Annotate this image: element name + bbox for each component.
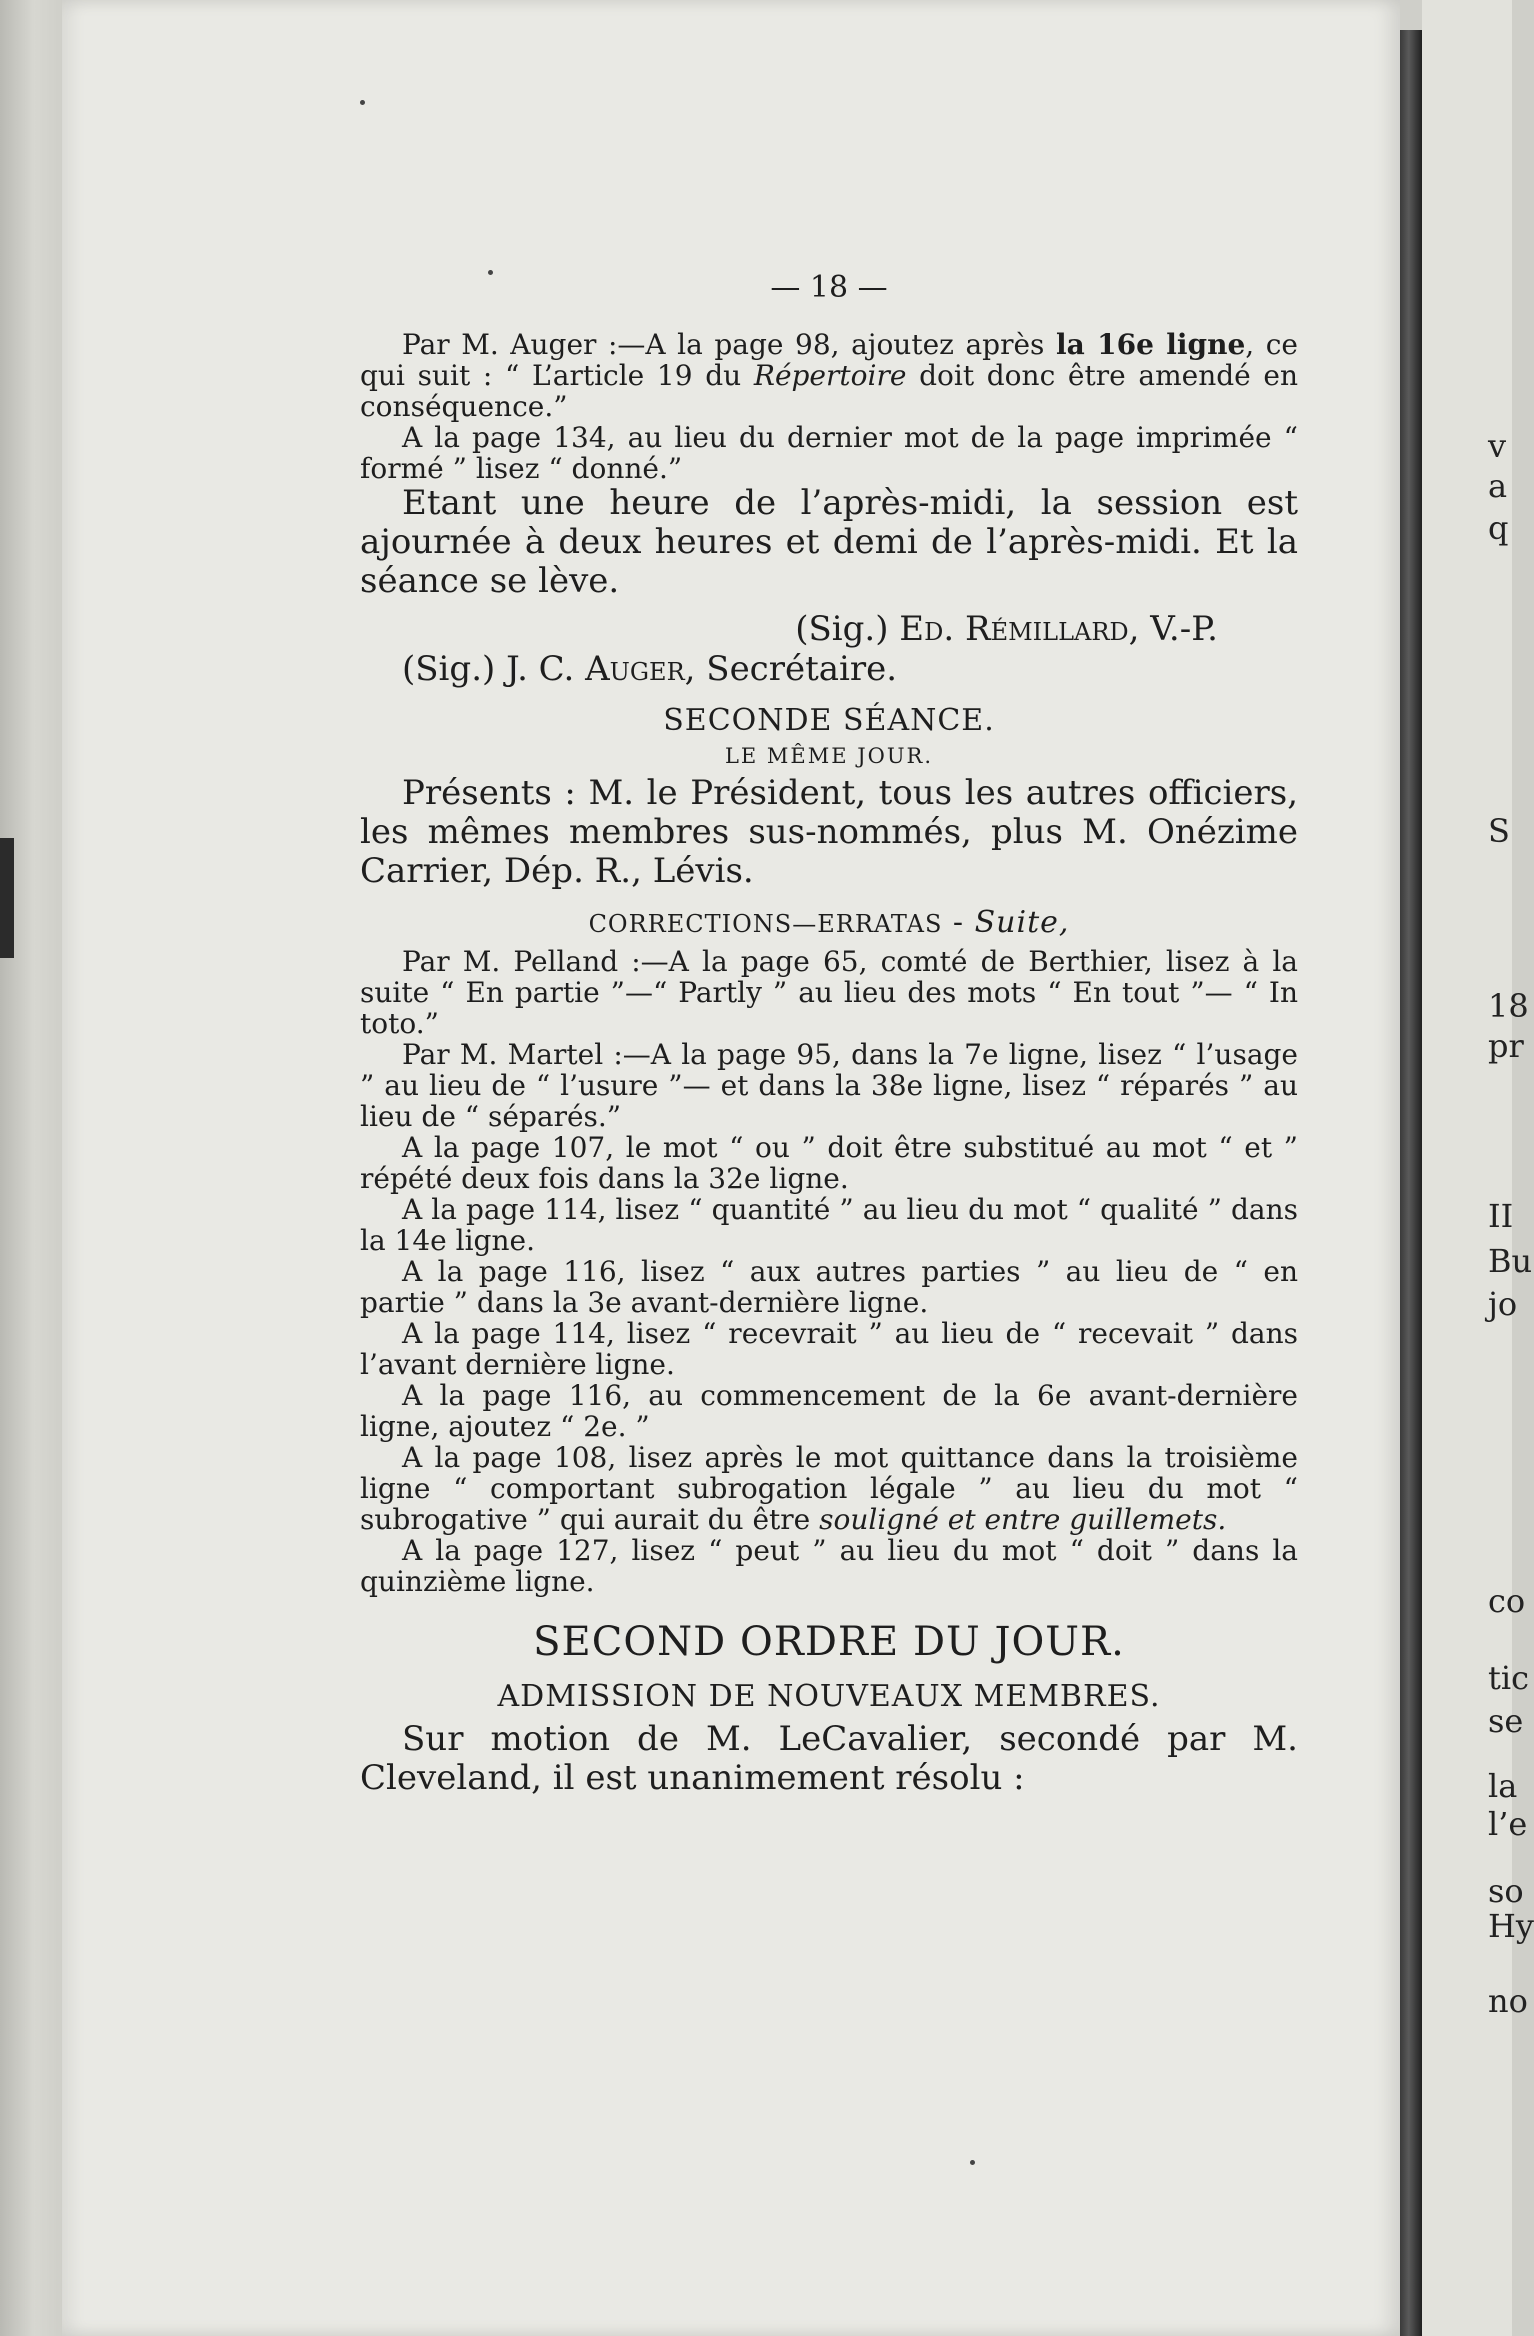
book-gutter	[1400, 30, 1422, 2336]
facing-page-fragment: la	[1488, 1767, 1518, 1805]
facing-page-fragment: a	[1488, 467, 1508, 505]
speck	[360, 100, 365, 105]
paragraph: A la page 127, lisez “ peut ” au lieu du mot “ doit ” dans la quinzième ligne.	[360, 1534, 1298, 1598]
text-blocks	[360, 329, 1298, 1798]
subheading-minor: LE MÊME JOUR.	[724, 744, 934, 768]
facing-page-fragment: jo	[1488, 1285, 1518, 1323]
page-number: — 18 —	[770, 270, 888, 305]
facing-page-fragment: II	[1488, 1197, 1514, 1235]
facing-page-fragment: v	[1488, 427, 1507, 465]
facing-page-fragment: 18	[1488, 987, 1529, 1025]
facing-page-fragment: se	[1488, 1702, 1524, 1740]
paragraph: Sur motion de M. LeCavalier, secondé par M. Cleveland, il est unanimement résolu :	[360, 1719, 1298, 1798]
subheading: ADMISSION DE NOUVEAUX MEMBRES.	[497, 1679, 1161, 1714]
paragraph: Par M. Martel :—A la page 95, dans la 7e ligne, lisez “ l’usage ” au lieu de “ l’usure ”— et dans la 38e ligne, lisez “ réparés ” au lieu de “ séparés.”	[360, 1038, 1298, 1133]
facing-page-fragment: tic	[1488, 1659, 1530, 1697]
paragraph: A la page 134, au lieu du dernier mot de la page imprimée “ formé ” lisez “ donné.”	[360, 421, 1298, 485]
subheading: SECONDE SÉANCE.	[663, 703, 995, 738]
facing-page-fragment: pr	[1488, 1027, 1524, 1065]
paragraph: A la page 116, lisez “ aux autres parties ” au lieu de “ en partie ” dans la 3e avant-dernière ligne.	[360, 1255, 1298, 1319]
facing-page-fragment: no	[1488, 1982, 1528, 2020]
subheading: CORRECTIONS—ERRATAS - Suite,	[588, 905, 1070, 940]
facing-page-fragment: l’e	[1488, 1805, 1528, 1843]
book-left-edge	[0, 0, 62, 2336]
paragraph: A la page 107, le mot “ ou ” doit être substitué au mot “ et ” répété deux fois dans la 32e ligne.	[360, 1131, 1298, 1195]
paragraph: A la page 108, lisez après le mot quittance dans la troisième ligne “ comportant subrogation légale ” au lieu du mot “ subrogative ” qui aurait du être souligné et entre guillemets.	[360, 1441, 1298, 1536]
facing-page-fragment: co	[1488, 1582, 1526, 1620]
page-text	[360, 270, 1298, 1798]
facing-page-fragment: q	[1488, 509, 1509, 547]
paragraph: Par M. Auger :—A la page 98, ajoutez après la 16e ligne, ce qui suit : “ L’article 19 du Répertoire doit donc être amendé en conséquence.”	[360, 328, 1298, 423]
paragraph: A la page 114, lisez “ quantité ” au lieu du mot “ qualité ” dans la 14e ligne.	[360, 1193, 1298, 1257]
paragraph: Etant une heure de l’après-midi, la session est ajournée à deux heures et demi de l’après-midi. Et la séance se lève.	[360, 483, 1298, 601]
signature-vp: (Sig.) Ed. Rémillard, V.-P.	[795, 609, 1218, 649]
speck	[970, 2160, 975, 2165]
section-heading: SECOND ORDRE DU JOUR.	[533, 1619, 1125, 1665]
facing-page-fragment: S	[1488, 812, 1510, 850]
facing-page-fragment: Hy	[1488, 1907, 1534, 1945]
facing-page-fragment: so	[1488, 1872, 1524, 1910]
signature-secretary: (Sig.) J. C. Auger, Secrétaire.	[402, 649, 898, 689]
paragraph: Présents : M. le Président, tous les autres officiers, les mêmes membres sus-nommés, plus M. Onézime Carrier, Dép. R., Lévis.	[360, 773, 1298, 891]
paragraph: A la page 116, au commencement de la 6e avant-dernière ligne, ajoutez “ 2e. ”	[360, 1379, 1298, 1443]
facing-page-fragment: Bu	[1488, 1242, 1533, 1280]
paragraph: A la page 114, lisez “ recevrait ” au lieu de “ recevait ” dans l’avant dernière ligne.	[360, 1317, 1298, 1381]
paragraph: Par M. Pelland :—A la page 65, comté de Berthier, lisez à la suite “ En partie ”—“ Partly ” au lieu des mots “ En tout ”— “ In toto.”	[360, 945, 1298, 1040]
binding-mark	[0, 838, 14, 958]
